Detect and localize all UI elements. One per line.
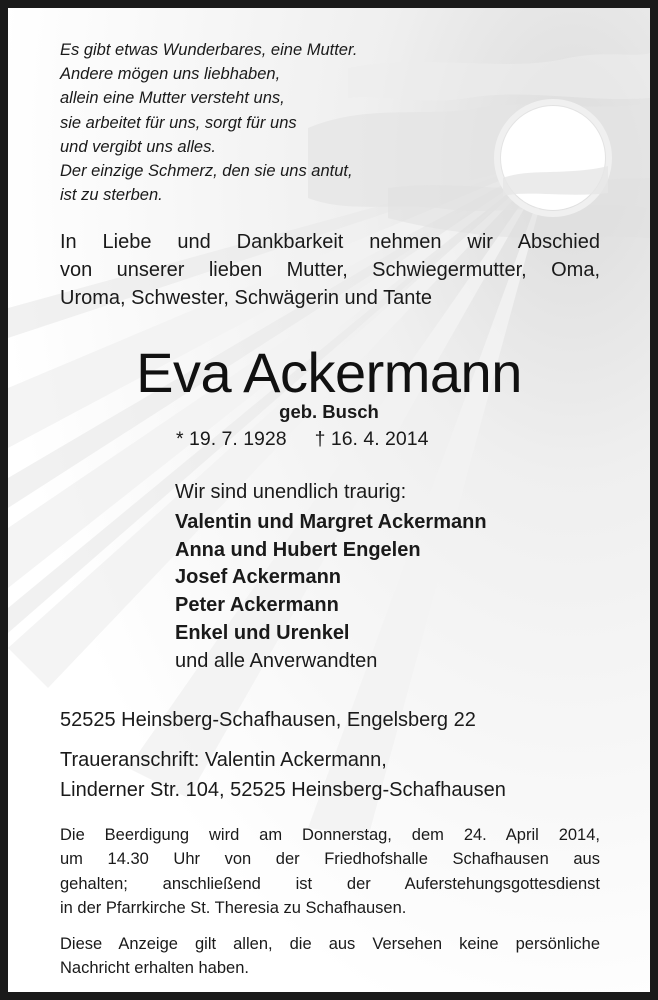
mourner-name: Josef Ackermann: [175, 566, 341, 589]
mourner-name: Valentin und Margret Ackermann: [175, 510, 487, 533]
funeral-line: in der Pfarrkirche St. Theresia zu Schafhausen.: [60, 899, 407, 918]
poem-line: ist zu sterben.: [60, 186, 163, 205]
intro-line: Uroma, Schwester, Schwägerin und Tante: [60, 286, 433, 309]
funeral-details: [60, 823, 600, 921]
funeral-line: gehalten; anschließend ist der Auferstehungsgottesdienst: [60, 874, 600, 893]
mourner-name: Anna und Hubert Engelen: [175, 538, 421, 561]
mourner-name: Enkel und Urenkel: [175, 621, 350, 644]
intro-paragraph: [60, 229, 600, 312]
mourning-contact-address: [60, 745, 506, 805]
poem-line: Es gibt etwas Wunderbares, eine Mutter.: [60, 41, 358, 59]
intro-line: In Liebe und Dankbarkeit nehmen wir Abschied: [60, 231, 600, 253]
birth-date: * 19. 7. 1928: [176, 428, 287, 450]
life-dates: [176, 426, 428, 452]
closing-notice: [60, 932, 600, 981]
funeral-line: Die Beerdigung wird am Donnerstag, dem 24. April 2014,: [60, 826, 600, 844]
death-date: † 16. 4. 2014: [314, 428, 429, 450]
poem: [60, 38, 357, 207]
poem-line: und vergibt uns alles.: [60, 137, 216, 156]
poem-line: sie arbeitet für uns, sorgt für uns: [60, 113, 297, 132]
mourner-name: Peter Ackermann: [175, 594, 339, 617]
mourners-lead: Wir sind unendlich traurig:: [175, 481, 407, 503]
poem-line: Andere mögen uns liebhaben,: [60, 65, 281, 84]
residence-address: 52525 Heinsberg-Schafhausen, Engelsberg 22: [60, 709, 476, 731]
mourners-list: [175, 479, 487, 676]
birth-name: geb. Busch: [279, 401, 379, 422]
funeral-line: um 14.30 Uhr von der Friedhofshalle Schafhausen aus: [60, 850, 600, 869]
mourners-closing: und alle Anverwandten: [175, 649, 378, 672]
notice-line: Nachricht erhalten haben.: [60, 959, 249, 978]
poem-line: Der einzige Schmerz, den sie uns antut,: [60, 162, 353, 181]
intro-line: von unserer lieben Mutter, Schwiegermutter, Oma,: [60, 258, 600, 281]
contact-line: Linderner Str. 104, 52525 Heinsberg-Schafhausen: [60, 779, 506, 801]
deceased-name: Eva Ackermann: [136, 341, 522, 404]
poem-line: allein eine Mutter versteht uns,: [60, 89, 285, 108]
notice-line: Diese Anzeige gilt allen, die aus Versehen keine persönliche: [60, 935, 600, 953]
contact-line: Traueranschrift: Valentin Ackermann,: [60, 749, 387, 771]
